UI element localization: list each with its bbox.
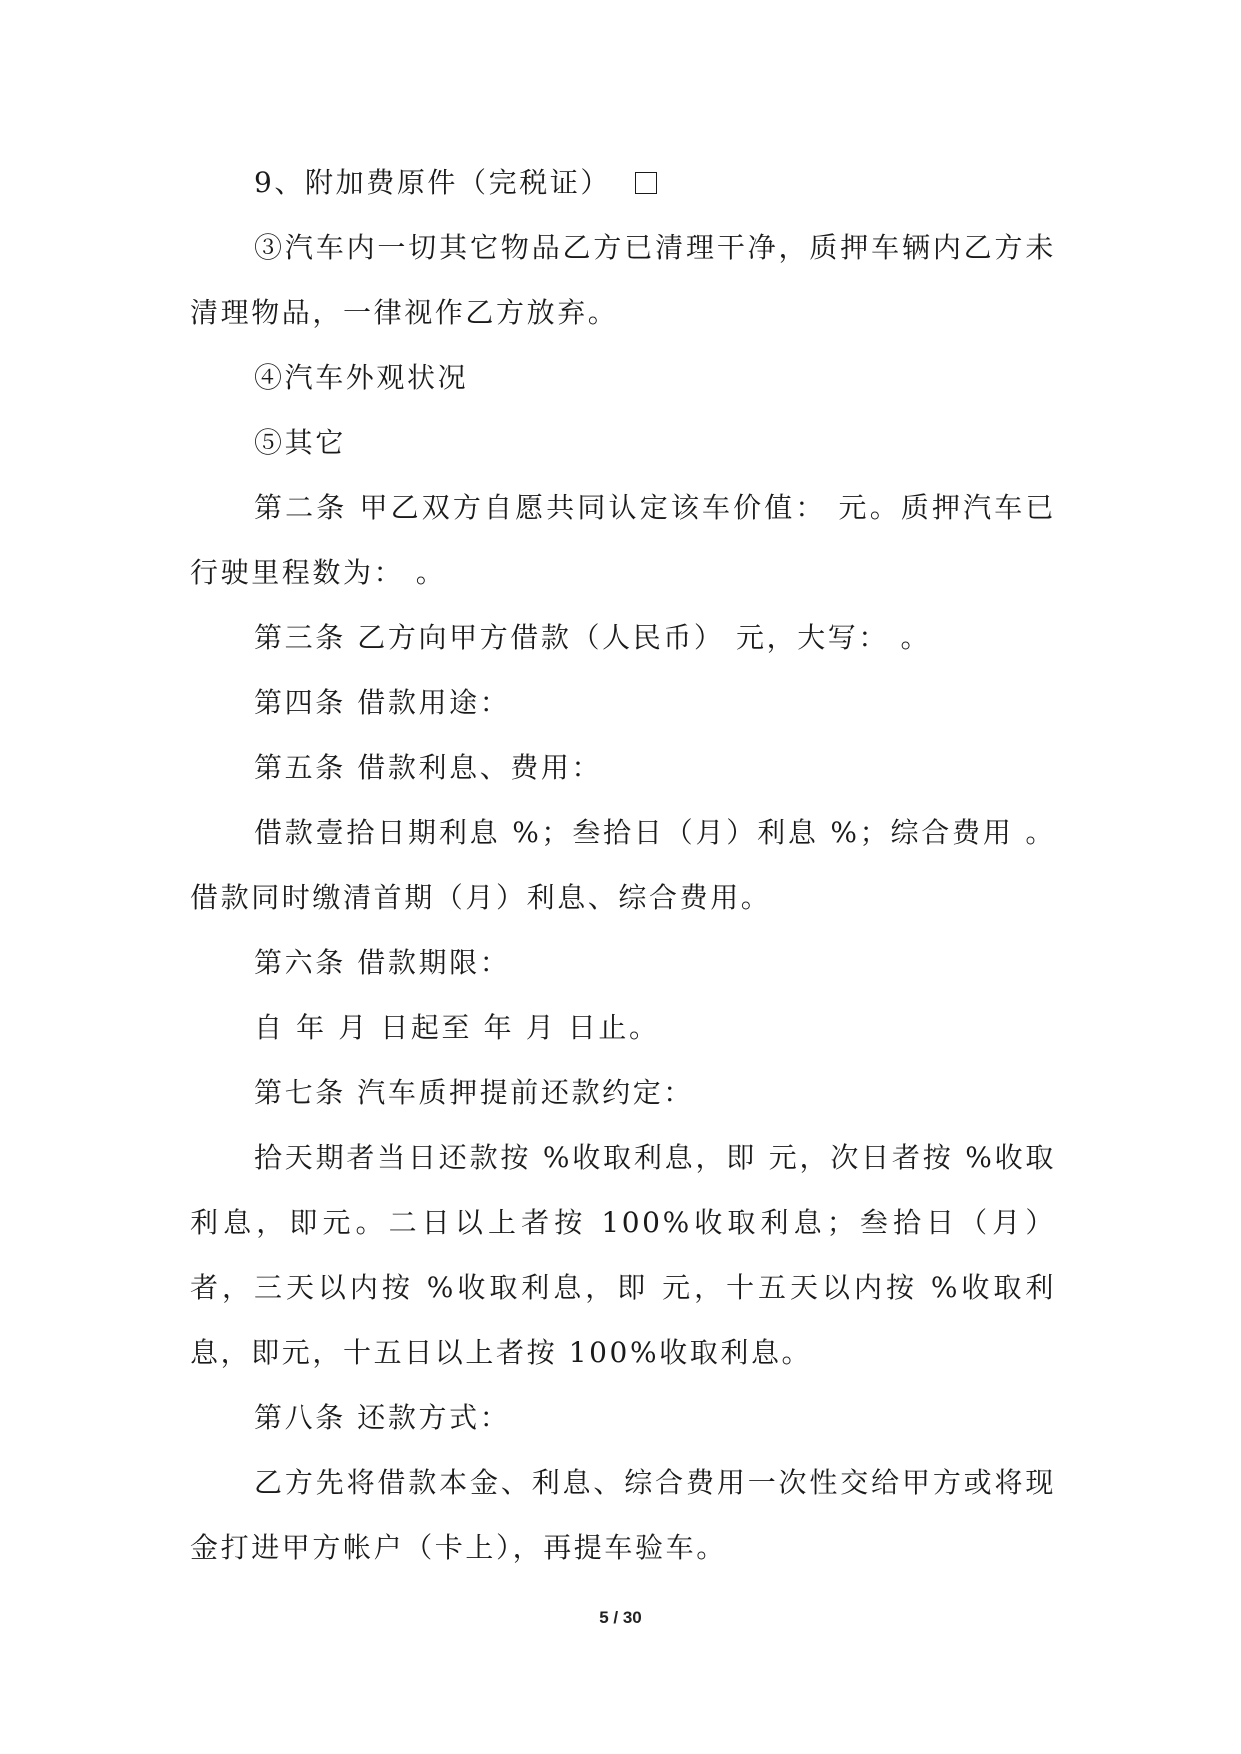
page-number: 5 / 30	[599, 1608, 642, 1627]
paragraph-item-3: ③汽车内一切其它物品乙方已清理干净，质押车辆内乙方未清理物品，一律视作乙方放弃。	[190, 231, 1056, 329]
document-body	[190, 150, 1056, 1580]
paragraph-early-repayment-terms: 拾天期者当日还款按 %收取利息，即 元，次日者按 %收取利息，即元。二日以上者按 100%收取利息；叁拾日（月）者，三天以内按 %收取利息，即 元，十五天以内按 %收取利息，即元，十五日以上者按 100%收取利息。	[190, 1141, 1056, 1369]
paragraph-article-2: 第二条 甲乙双方自愿共同认定该车价值： 元。质押汽车已行驶里程数为： 。	[190, 491, 1056, 589]
paragraph-article-7: 第七条 汽车质押提前还款约定：	[254, 1076, 694, 1109]
paragraph-article-5: 第五条 借款利息、费用：	[254, 751, 603, 784]
paragraph-loan-period: 自 年 月 日起至 年 月 日止。	[254, 1011, 660, 1044]
paragraph-attachment-item-9	[190, 150, 1056, 215]
paragraph-interest-terms: 借款壹拾日期利息 %；叁拾日（月）利息 %；综合费用 。借款同时缴清首期（月）利息、综合费用。	[190, 816, 1056, 914]
paragraph-article-8: 第八条 还款方式：	[254, 1401, 511, 1434]
paragraph-item-5: ⑤其它	[254, 426, 346, 459]
paragraph-article-3: 第三条 乙方向甲方借款（人民币） 元，大写： 。	[254, 621, 932, 654]
paragraph-repayment-method: 乙方先将借款本金、利息、综合费用一次性交给甲方或将现金打进甲方帐户（卡上），再提车验车。	[190, 1466, 1056, 1564]
paragraph-text: 9、附加费原件（完税证）	[254, 166, 623, 199]
paragraph-item-4: ④汽车外观状况	[254, 361, 469, 394]
checkbox-icon[interactable]	[635, 172, 657, 194]
paragraph-article-6: 第六条 借款期限：	[254, 946, 511, 979]
paragraph-article-4: 第四条 借款用途：	[254, 686, 511, 719]
